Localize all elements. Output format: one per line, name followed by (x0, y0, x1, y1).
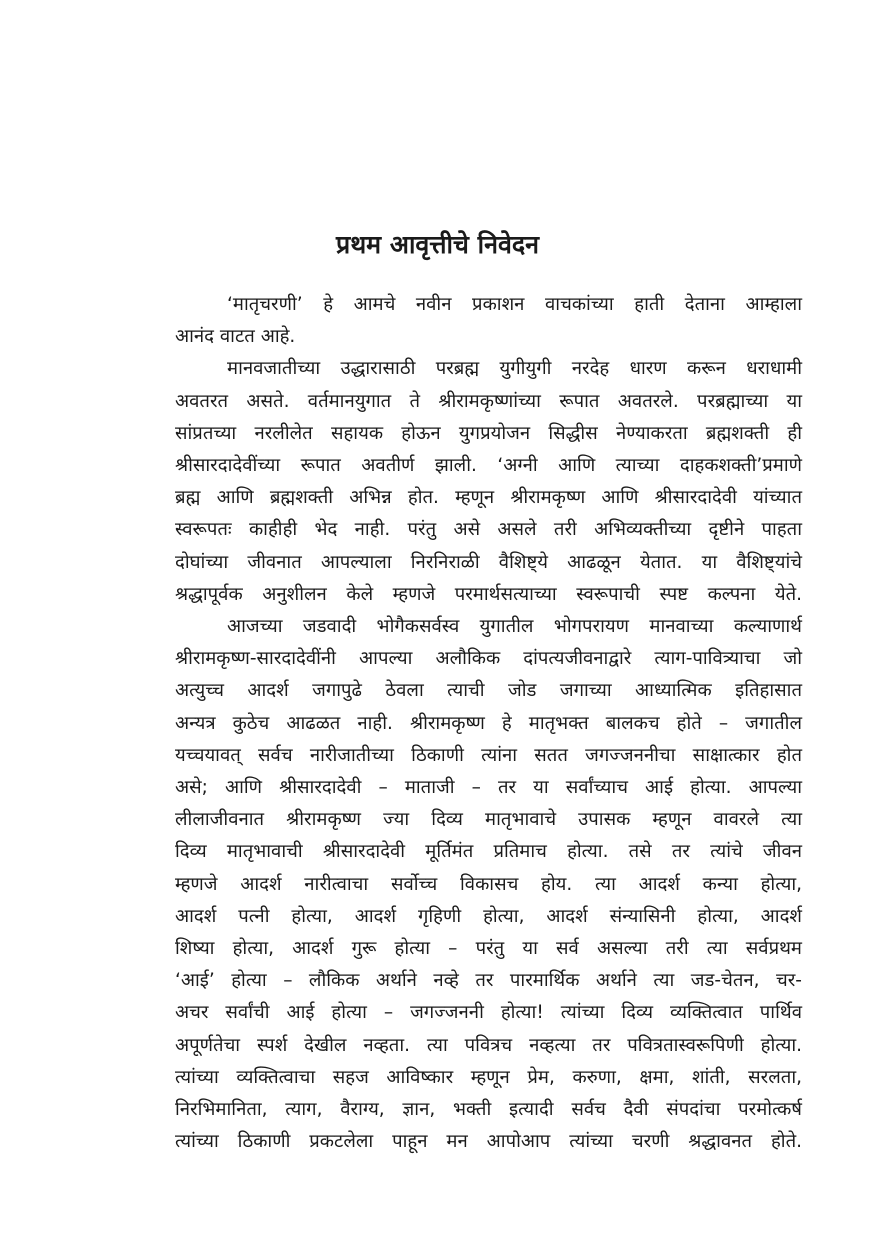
text-line: ‘आई’ होत्या – लौकिक अर्थाने नव्हे तर पारमार्थिक अर्थाने त्या जड-चेतन, चर- (175, 970, 802, 992)
text-line: त्यांच्या व्यक्तित्वाचा सहज आविष्कार म्हणून प्रेम, करुणा, क्षमा, शांती, सरलता, (175, 1066, 802, 1088)
text-line: अवतरत असते. वर्तमानयुगात ते श्रीरामकृष्णांच्या रूपात अवतरले. परब्रह्माच्या या (175, 390, 802, 412)
text-line: आदर्श पत्नी होत्या, आदर्श गृहिणी होत्या, आदर्श संन्यासिनी होत्या, आदर्श (175, 905, 802, 927)
text-line: आजच्या जडवादी भोगैकसर्वस्व युगातील भोगपरायण मानवाच्या कल्याणार्थ (227, 616, 802, 638)
text-line: अन्यत्र कुठेच आढळत नाही. श्रीरामकृष्ण हे मातृभक्त बालकच होते – जगातील (175, 712, 802, 734)
text-line: दिव्य मातृभावाची श्रीसारदादेवी मूर्तिमंत प्रतिमाच होत्या. तसे तर त्यांचे जीवन (175, 841, 802, 863)
text-line: श्रद्धापूर्वक अनुशीलन केले म्हणजे परमार्थसत्याच्या स्वरूपाची स्पष्ट कल्पना येते. (175, 583, 802, 605)
text-line: ब्रह्म आणि ब्रह्मशक्ती अभिन्न होत. म्हणून श्रीरामकृष्ण आणि श्रीसारदादेवी यांच्यात (175, 487, 802, 509)
text-line: दोघांच्या जीवनात आपल्याला निरनिराळी वैशिष्ट्ये आढळून येतात. या वैशिष्ट्यांचे (175, 551, 802, 573)
text-line: त्यांच्या ठिकाणी प्रकटलेला पाहून मन आपोआप त्यांच्या चरणी श्रद्धावनत होते. (175, 1131, 802, 1153)
text-line: सांप्रतच्या नरलीलेत सहायक होऊन युगप्रयोजन सिद्धीस नेण्याकरता ब्रह्मशक्ती ही (175, 422, 802, 444)
text-line: अत्युच्च आदर्श जगापुढे ठेवला त्याची जोड जगाच्या आध्यात्मिक इतिहासात (175, 680, 802, 702)
text-line: म्हणजे आदर्श नारीत्वाचा सर्वोच्च विकासच होय. त्या आदर्श कन्या होत्या, (175, 873, 802, 895)
body-text (175, 289, 802, 1158)
text-line: आनंद वाटत आहे. (175, 326, 296, 348)
text-line: स्वरूपतः काहीही भेद नाही. परंतु असे असले तरी अभिव्यक्तीच्या दृष्टीने पाहता (175, 519, 802, 541)
text-line: शिष्या होत्या, आदर्श गुरू होत्या – परंतु या सर्व असल्या तरी त्या सर्वप्रथम (175, 938, 802, 960)
text-line: श्रीरामकृष्ण-सारदादेवींनी आपल्या अलौकिक दांपत्यजीवनाद्वारे त्याग-पावित्र्याचा जो (175, 648, 802, 670)
text-line: श्रीसारदादेवींच्या रूपात अवतीर्ण झाली. ‘अग्नी आणि त्याच्या दाहकशक्ती’प्रमाणे (175, 455, 802, 477)
page-title: प्रथम आवृत्तीचे निवेदन (335, 230, 540, 259)
text-line: असे; आणि श्रीसारदादेवी – माताजी – तर या सर्वांच्याच आई होत्या. आपल्या (175, 777, 802, 799)
text-line: लीलाजीवनात श्रीरामकृष्ण ज्या दिव्य मातृभावाचे उपासक म्हणून वावरले त्या (175, 809, 802, 831)
text-line: यच्चयावत् सर्वच नारीजातीच्या ठिकाणी त्यांना सतत जगज्जननीचा साक्षात्कार होत (175, 744, 802, 766)
text-line: निरभिमानिता, त्याग, वैराग्य, ज्ञान, भक्ती इत्यादी सर्वच दैवी संपदांचा परमोत्कर्ष (175, 1099, 802, 1121)
text-line: अपूर्णतेचा स्पर्श देखील नव्हता. त्या पवित्रच नव्हत्या तर पवित्रतास्वरूपिणी होत्या. (175, 1034, 802, 1056)
text-line: अचर सर्वांची आई होत्या – जगज्जननी होत्या! त्यांच्या दिव्य व्यक्तित्वात पार्थिव (175, 1002, 802, 1024)
text-line: ‘मातृचरणी’ हे आमचे नवीन प्रकाशन वाचकांच्या हाती देताना आम्हाला (227, 294, 802, 315)
text-line: मानवजातीच्या उद्धारासाठी परब्रह्म युगीयुगी नरदेह धारण करून धराधामी (227, 358, 802, 380)
